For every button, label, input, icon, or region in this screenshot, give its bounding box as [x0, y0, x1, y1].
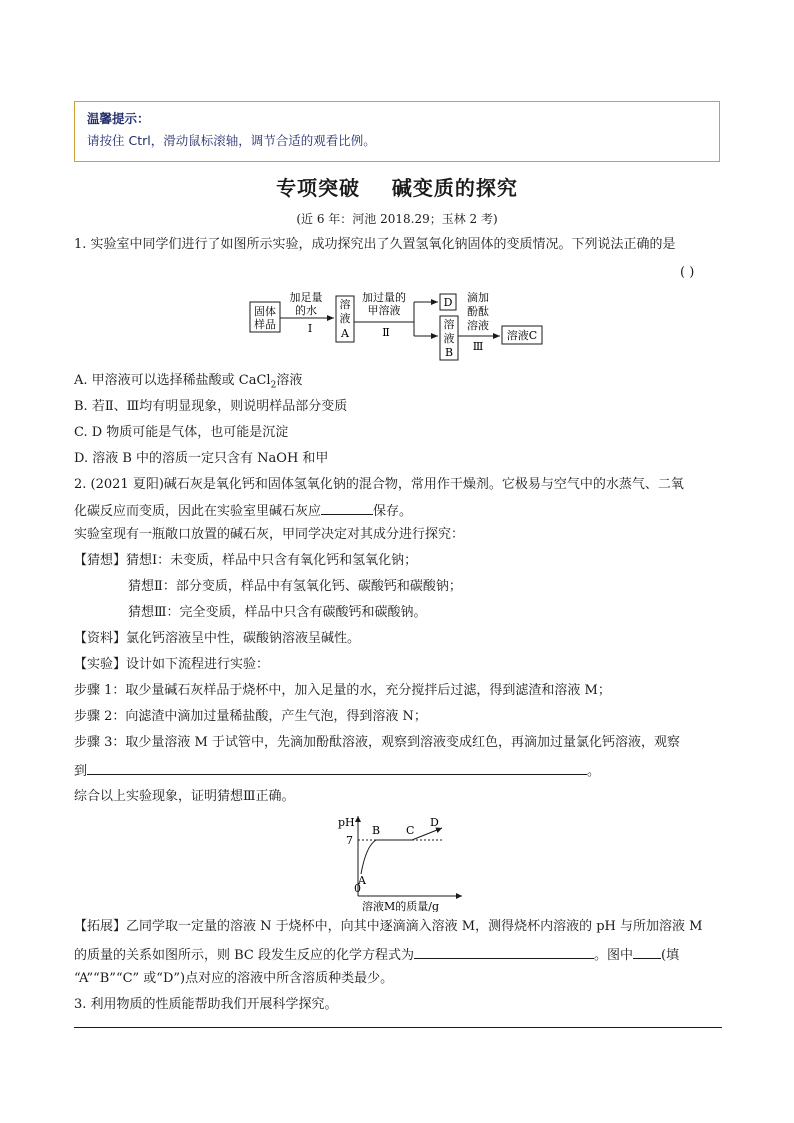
flow-arrow-1-step: Ⅰ	[307, 322, 313, 335]
ph-graph-x-label: 溶液M的质量/g	[362, 900, 440, 912]
q2-guess2: 猜想Ⅱ：部分变质，样品中有氢氧化钙、碳酸钙和碳酸钠；	[128, 579, 462, 594]
q2-step3-answer-line	[74, 760, 724, 781]
q2-ext3: “A”“B”“C” 或“D”)点对应的溶液中所含溶质种类最少。	[74, 971, 394, 986]
flow-box-a-line2: 液	[339, 312, 351, 325]
flow-arrow-3-step: Ⅲ	[472, 340, 484, 353]
flow-box-solid-line1: 固体	[254, 305, 276, 318]
bottom-divider	[74, 1027, 722, 1028]
tip-text: 请按住 Ctrl，滑动鼠标滚轴，调节合适的观看比例。	[87, 133, 376, 148]
q2-line3: 实验室现有一瓶敞口放置的碱石灰，甲同学决定对其成分进行探究：	[74, 527, 465, 542]
q1-stem: 1. 实验室中同学们进行了如图所示实验，成功探究出了久置氢氧化钠固体的变质情况。下列说法正确的是	[74, 237, 676, 252]
tip-heading: 温馨提示：	[87, 111, 150, 126]
flow-box-b-line1: 溶	[443, 318, 455, 331]
ph-graph-y-label: pH	[338, 816, 355, 829]
q2-blank-storage[interactable]	[321, 500, 373, 515]
q2-info: 【资料】氯化钙溶液呈中性，碳酸钠溶液呈碱性。	[74, 631, 361, 646]
ph-graph	[336, 812, 466, 912]
q2-line2-tail: 保存。	[373, 504, 413, 519]
q2-exp: 【实验】设计如下流程进行实验：	[74, 657, 270, 672]
q2-step3: 步骤 3：取少量溶液 M 于试管中，先滴加酚酞溶液，观察到溶液变成红色，再滴加过量氯化钙溶液，观察	[74, 735, 680, 750]
ph-graph-point-b: B	[372, 824, 381, 837]
flow-arrow-2-label2: 甲溶液	[367, 304, 401, 317]
q1-option-a-tail: 溶液	[276, 373, 303, 388]
flow-arrow-3-label1: 滴加	[467, 292, 489, 304]
q2-step1: 步骤 1：取少量碱石灰样品于烧杯中，加入足量的水，充分搅拌后过滤，得到滤渣和溶液 M；	[74, 683, 611, 698]
q2-ext2	[74, 944, 724, 965]
flow-arrow-2-label1: 加过量的	[362, 292, 406, 304]
q3-stem: 3. 利用物质的性质能帮助我们开展科学探究。	[74, 997, 338, 1012]
flow-arrow-2-step: Ⅱ	[382, 326, 390, 339]
q2-line2-text: 化碳反应而变质，因此在实验室里碱石灰应	[74, 504, 322, 519]
tip-box	[74, 101, 720, 162]
q2-ext2-mid: 。图中	[594, 948, 634, 963]
q2-conclusion: 综合以上实验现象，证明猜想Ⅲ正确。	[74, 789, 295, 804]
flow-box-d-label: D	[443, 296, 453, 309]
q2-ext2-text: 的质量的关系如图所示，则 BC 段发生反应的化学方程式为	[74, 948, 415, 963]
flow-box-b-line3: B	[444, 346, 454, 359]
ph-graph-tick-7: 7	[346, 834, 353, 847]
q1-option-d[interactable]: D. 溶液 B 中的溶质一定只含有 NaOH 和甲	[74, 451, 329, 466]
q2-step2: 步骤 2：向滤渣中滴加过量稀盐酸，产生气泡，得到溶液 N；	[74, 709, 427, 724]
q1-option-a-text: A. 甲溶液可以选择稀盐酸或 CaCl	[74, 373, 271, 388]
flow-box-solid-line2: 样品	[254, 318, 276, 331]
q2-step3-suffix: 。	[587, 764, 601, 779]
flow-arrow-1-label2: 的水	[295, 304, 317, 317]
flow-box-c-label: 溶液C	[506, 329, 538, 342]
q2-ext2-tail: (填	[661, 948, 680, 963]
ph-graph-curve-ab	[361, 840, 376, 874]
q2-ext1: 【拓展】乙同学取一定量的溶液 N 于烧杯中，向其中逐滴滴入溶液 M，测得烧杯内溶液的 pH 与所加溶液 M	[74, 919, 703, 934]
ph-graph-segment-cd	[412, 828, 442, 840]
q1-option-c[interactable]: C. D 物质可能是气体，也可能是沉淀	[74, 425, 289, 440]
page-subtitle: (近 6 年：河池 2018.29；玉林 2 考)	[296, 212, 498, 226]
flow-box-a-line3: A	[341, 327, 349, 340]
page-title: 专项突破 碱变质的探究	[276, 176, 518, 200]
flow-arrow-3-label2: 酚酞	[467, 305, 489, 318]
q1-flow-diagram	[248, 292, 548, 362]
ph-graph-point-a: A	[358, 874, 366, 887]
q1-answer-paren: ( )	[680, 265, 695, 280]
q2-guess3: 猜想Ⅲ：完全变质，样品中只含有碳酸钙和碳酸钠。	[128, 605, 427, 620]
q1-option-a[interactable]	[74, 372, 724, 395]
flow-arrow-3-label3: 溶液	[467, 319, 489, 332]
ph-graph-point-c: C	[406, 824, 415, 837]
ph-graph-origin: 0	[354, 882, 361, 895]
q2-blank-point[interactable]	[633, 944, 661, 959]
q2-line1: 2. (2021 夏阳)碱石灰是氧化钙和固体氢氧化钠的混合物，常用作干燥剂。它极易与空气中的水蒸气、二氧	[74, 477, 684, 492]
q2-step3-prefix: 到	[74, 764, 88, 779]
flow-box-b-line2: 液	[443, 332, 455, 345]
q1-option-b[interactable]: B. 若Ⅱ、Ⅲ均有明显现象，则说明样品部分变质	[74, 399, 348, 414]
flow-box-a-line1: 溶	[339, 298, 351, 311]
flow-arrow-1-label1: 加足量	[289, 292, 323, 304]
q1-option-a-subscript: 2	[270, 380, 277, 391]
ph-graph-point-d: D	[430, 816, 439, 829]
q2-guess1: 【猜想】猜想Ⅰ：未变质，样品中只含有氧化钙和氢氧化钠；	[74, 553, 418, 568]
q2-blank-observation[interactable]	[87, 760, 587, 775]
q2-line2	[74, 500, 724, 521]
q2-blank-equation[interactable]	[414, 944, 594, 959]
